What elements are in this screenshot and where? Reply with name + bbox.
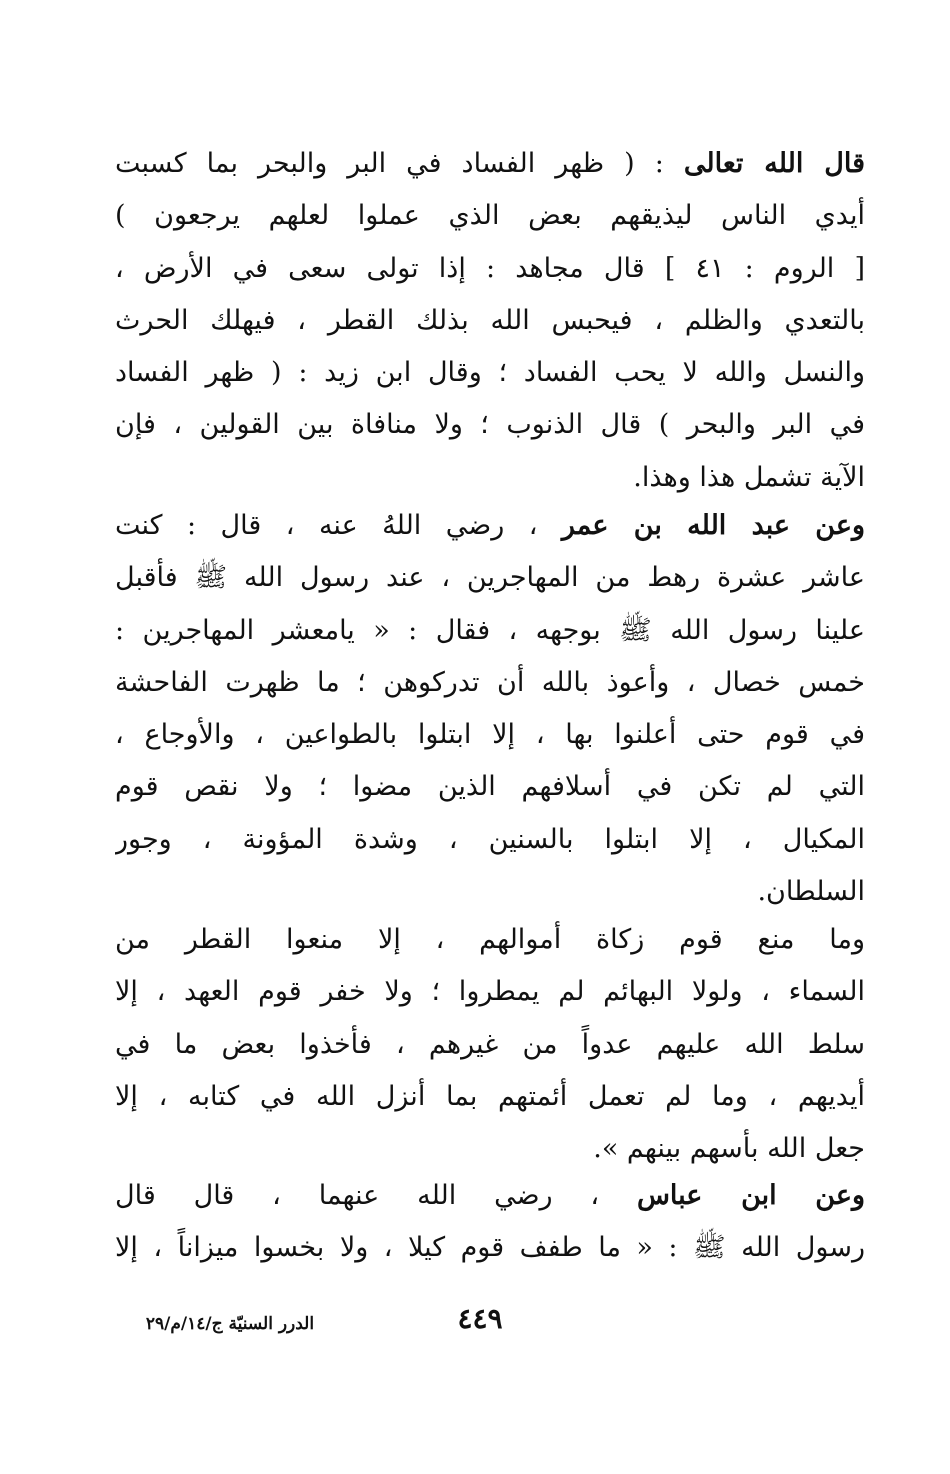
text-line: المكيال ، إلا ابتلوا بالسنين ، وشدة المؤونة ، وجور (115, 823, 865, 855)
text-line: جعل الله بأسهم بينهم ». (593, 1133, 865, 1165)
text-line: السماء ، ولولا البهائم لم يمطروا ؛ ولا خفر قوم العهد ، إلا (115, 976, 865, 1008)
paragraph-4 (115, 1170, 865, 1275)
bold-lead: وعن عبد الله بن عمر (561, 510, 865, 541)
page-number: ٤٤٩ (457, 1302, 503, 1335)
text-line: سلط الله عليهم عدواً من غيرهم ، فأخذوا بعض ما في (115, 1028, 865, 1060)
text-line: قال الله تعالى : ( ظهر الفساد في البر والبحر بما كسبت (115, 148, 865, 179)
paragraph-3 (115, 914, 865, 1175)
bold-lead: قال الله تعالى (683, 148, 865, 179)
text-line: أيديهم ، وما لم تعمل أئمتهم بما أنزل الله في كتابه ، إلا (115, 1080, 865, 1112)
text-line: وعن عبد الله بن عمر ، رضي اللهُ عنه ، قال : كنت (115, 510, 865, 541)
bold-lead: وعن ابن عباس (636, 1180, 865, 1211)
text-line: أيدي الناس ليذيقهم بعض الذي عملوا لعلهم يرجعون ) (115, 200, 865, 232)
text-line: في البر والبحر ) قال الذنوب ؛ ولا منافاة بين القولين ، فإن (115, 409, 865, 441)
paragraph-2 (115, 500, 865, 918)
text-line: في قوم حتى أعلنوا بها ، إلا ابتلوا بالطواعين ، والأوجاع ، (115, 719, 865, 751)
paragraph-1 (115, 138, 865, 504)
text-line: وعن ابن عباس ، رضي الله عنهما ، قال قال (115, 1180, 865, 1211)
text-line: عاشر عشرة رهط من المهاجرين ، عند رسول الله ﷺ فأقبل (115, 562, 865, 594)
text-line: خمس خصال ، وأعوذ بالله أن تدركوهن ؛ ما ظهرت الفاحشة (115, 666, 865, 698)
text-line: الآية تشمل هذا وهذا. (633, 461, 865, 493)
text-line: رسول الله ﷺ : « ما طفف قوم كيلا ، ولا بخسوا ميزاناً ، إلا (115, 1232, 865, 1264)
text-line: علينا رسول الله ﷺ بوجهه ، فقال : « يامعشر المهاجرين : (115, 614, 865, 646)
text-line: السلطان. (757, 876, 865, 908)
text-line: وما منع قوم زكاة أموالهم ، إلا منعوا القطر من (115, 924, 865, 955)
text-line: [ الروم : ٤١ ] قال مجاهد : إذا تولى سعى في الأرض ، (115, 252, 865, 284)
text-line: التي لم تكن في أسلافهم الذين مضوا ؛ ولا نقص قوم (115, 771, 865, 803)
text-line: والنسل والله لا يحب الفساد ؛ وقال ابن زيد : ( ظهر الفساد (115, 357, 865, 389)
source-reference: الدرر السنيّة ج/١٤/م/٢٩ (145, 1314, 315, 1334)
text-line: بالتعدي والظلم ، فيحبس الله بذلك القطر ، فيهلك الحرث (115, 304, 865, 336)
